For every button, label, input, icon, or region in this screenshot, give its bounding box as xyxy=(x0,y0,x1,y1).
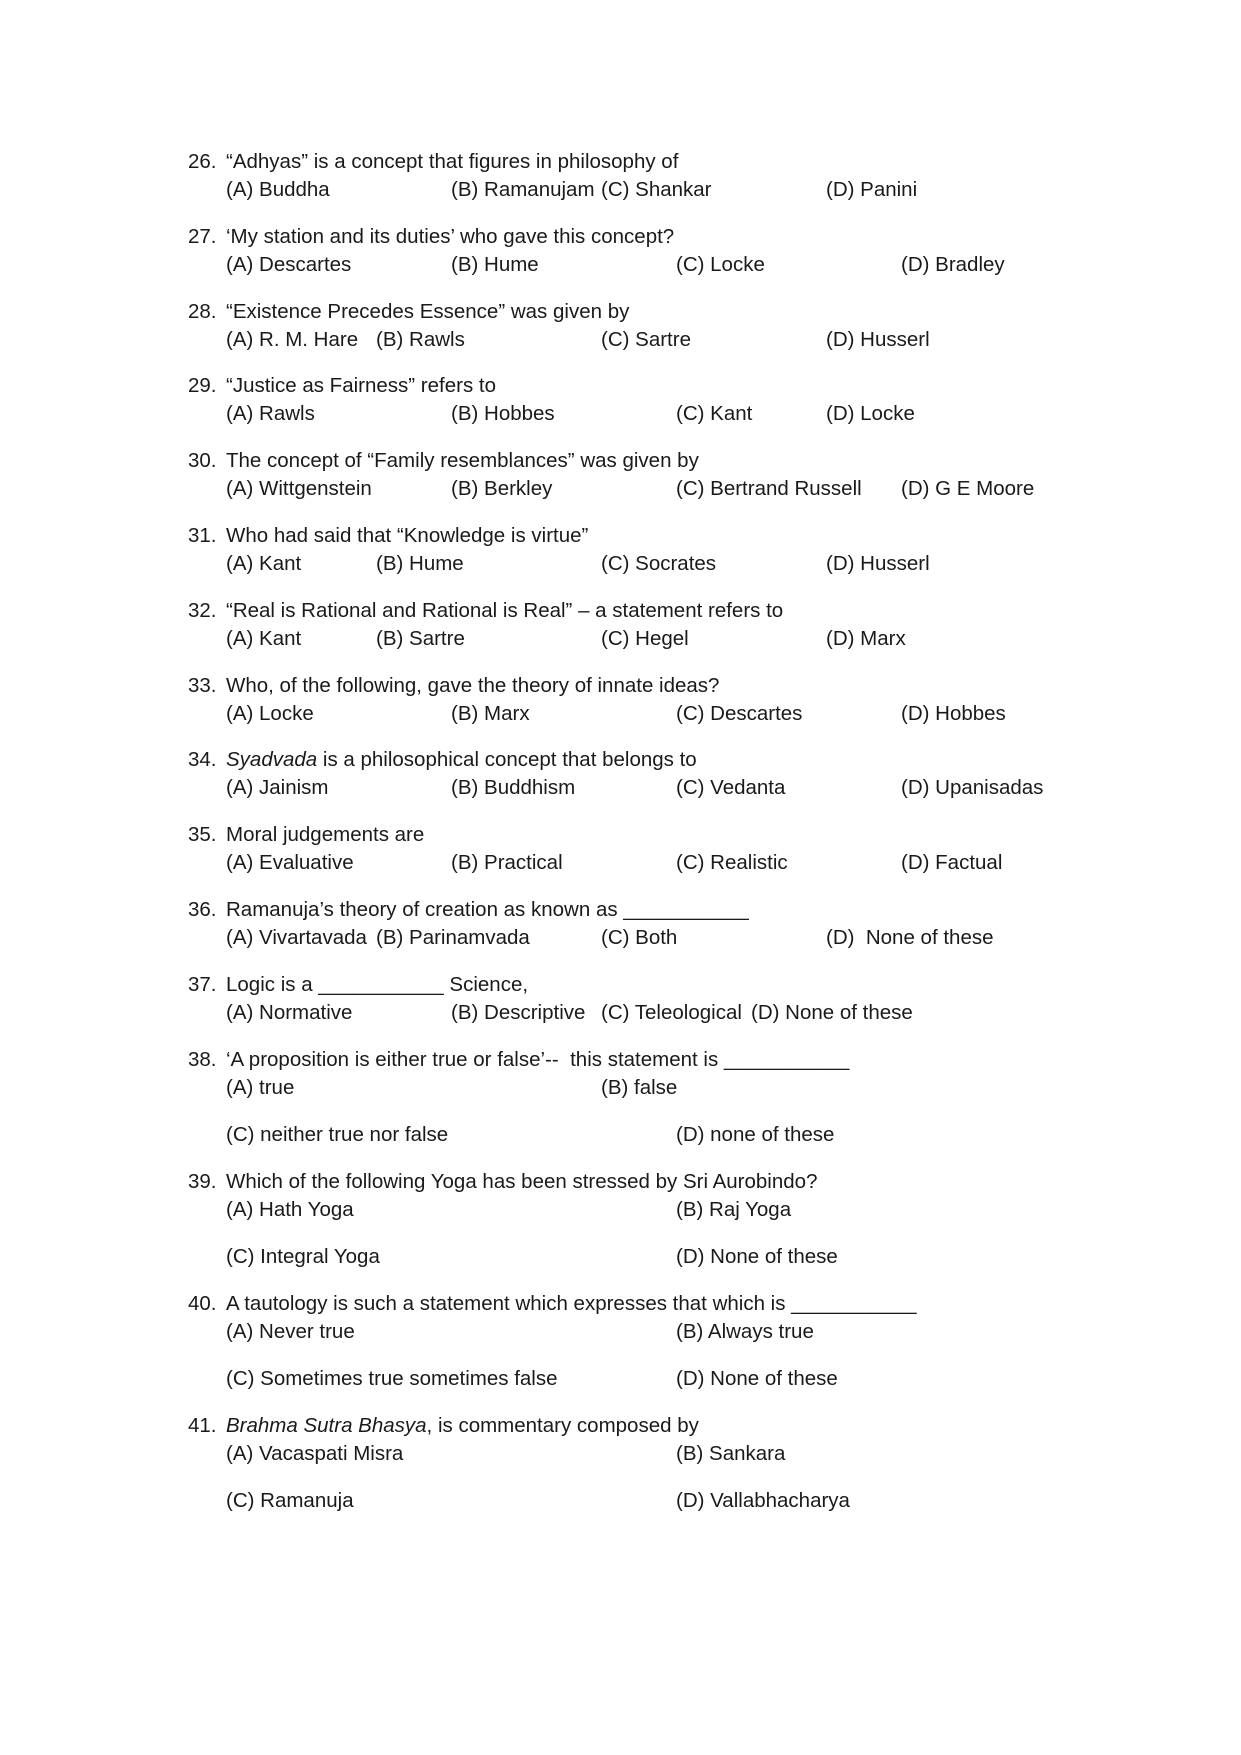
question-text-italic: Syadvada xyxy=(226,748,318,771)
question-text: ‘My station and its duties’ who gave this concept? xyxy=(226,225,675,248)
question-text-rest: , is commentary composed by xyxy=(426,1414,699,1437)
option-a: (A) Buddha xyxy=(226,178,330,201)
question-text: Which of the following Yoga has been stressed by Sri Aurobindo? xyxy=(226,1170,818,1193)
option-a: (A) Rawls xyxy=(226,402,315,425)
question-text: A tautology is such a statement which expresses that which is ___________ xyxy=(226,1292,917,1315)
option-b: (B) Marx xyxy=(451,702,530,725)
question-text: Logic is a ___________ Science, xyxy=(226,973,529,996)
question-number: 36. xyxy=(188,898,217,921)
option-d: (D) Husserl xyxy=(826,552,930,575)
question-number: 29. xyxy=(188,374,217,397)
question-number: 34. xyxy=(188,748,217,771)
option-a: (A) Locke xyxy=(226,702,314,725)
question-text: Who had said that “Knowledge is virtue” xyxy=(226,524,589,547)
question-text: Who, of the following, gave the theory of innate ideas? xyxy=(226,674,720,697)
option-c: (C) Hegel xyxy=(601,627,689,650)
option-b: (B) Raj Yoga xyxy=(676,1198,792,1221)
option-b: (B) Buddhism xyxy=(451,776,576,799)
question-text-rest: is a philosophical concept that belongs to xyxy=(317,748,697,771)
option-c: (C) neither true nor false xyxy=(226,1123,449,1146)
question-text: “Existence Precedes Essence” was given by xyxy=(226,300,630,323)
option-d: (D) Locke xyxy=(826,402,915,425)
option-c: (C) Vedanta xyxy=(676,776,786,799)
question-text xyxy=(226,746,697,774)
option-a: (A) true xyxy=(226,1076,295,1099)
option-b: (B) Sankara xyxy=(676,1442,786,1465)
option-a: (A) Hath Yoga xyxy=(226,1198,354,1221)
option-b: (B) Practical xyxy=(451,851,563,874)
option-b: (B) Ramanujam xyxy=(451,178,595,201)
option-d: (D) Hobbes xyxy=(901,702,1006,725)
question-text: Ramanuja’s theory of creation as known as ___________ xyxy=(226,898,749,921)
option-c: (C) Locke xyxy=(676,253,765,276)
option-b: (B) Always true xyxy=(676,1320,814,1343)
option-b: (B) Berkley xyxy=(451,477,553,500)
option-c: (C) Teleological xyxy=(601,1001,742,1024)
option-b: (B) false xyxy=(601,1076,678,1099)
question-number: 32. xyxy=(188,599,217,622)
option-a: (A) Descartes xyxy=(226,253,352,276)
question-number: 41. xyxy=(188,1414,217,1437)
question-text: ‘A proposition is either true or false’-- this statement is ___________ xyxy=(226,1048,850,1071)
option-a: (A) Kant xyxy=(226,552,302,575)
option-d: (D) Marx xyxy=(826,627,906,650)
option-a: (A) Jainism xyxy=(226,776,329,799)
question-number: 37. xyxy=(188,973,217,996)
option-c: (C) Integral Yoga xyxy=(226,1245,380,1268)
option-c: (C) Descartes xyxy=(676,702,803,725)
option-c: (C) Shankar xyxy=(601,178,712,201)
option-a: (A) Vacaspati Misra xyxy=(226,1442,404,1465)
option-a: (A) Never true xyxy=(226,1320,355,1343)
question-number: 30. xyxy=(188,449,217,472)
option-b: (B) Rawls xyxy=(376,328,465,351)
option-d: (D) Vallabhacharya xyxy=(676,1489,850,1512)
option-d: (D) None of these xyxy=(676,1367,838,1390)
option-a: (A) Kant xyxy=(226,627,302,650)
option-b: (B) Hume xyxy=(451,253,539,276)
question-text xyxy=(226,1412,699,1440)
question-text: “Justice as Fairness” refers to xyxy=(226,374,496,397)
question-number: 40. xyxy=(188,1292,217,1315)
option-d: (D) None of these xyxy=(751,1001,913,1024)
option-d: (D) Factual xyxy=(901,851,1003,874)
question-number: 38. xyxy=(188,1048,217,1071)
question-number: 33. xyxy=(188,674,217,697)
option-d: (D) Panini xyxy=(826,178,918,201)
option-c: (C) Kant xyxy=(676,402,753,425)
question-number: 31. xyxy=(188,524,217,547)
question-number: 26. xyxy=(188,150,217,173)
option-a: (A) R. M. Hare xyxy=(226,328,359,351)
option-c: (C) Realistic xyxy=(676,851,788,874)
option-b: (B) Sartre xyxy=(376,627,465,650)
option-c: (C) Ramanuja xyxy=(226,1489,354,1512)
question-text: “Real is Rational and Rational is Real” – a statement refers to xyxy=(226,599,784,622)
option-c: (C) Socrates xyxy=(601,552,717,575)
question-number: 28. xyxy=(188,300,217,323)
option-c: (C) Both xyxy=(601,926,678,949)
option-a: (A) Vivartavada xyxy=(226,926,367,949)
question-number: 27. xyxy=(188,225,217,248)
option-d: (D) None of these xyxy=(676,1245,838,1268)
question-number: 35. xyxy=(188,823,217,846)
question-text: “Adhyas” is a concept that figures in philosophy of xyxy=(226,150,679,173)
question-text: The concept of “Family resemblances” was given by xyxy=(226,449,699,472)
option-a: (A) Evaluative xyxy=(226,851,354,874)
option-b: (B) Parinamvada xyxy=(376,926,530,949)
question-number: 39. xyxy=(188,1170,217,1193)
option-d: (D) None of these xyxy=(826,926,994,949)
option-b: (B) Hobbes xyxy=(451,402,555,425)
option-b: (B) Hume xyxy=(376,552,464,575)
option-a: (A) Normative xyxy=(226,1001,353,1024)
option-d: (D) G E Moore xyxy=(901,477,1035,500)
option-d: (D) Husserl xyxy=(826,328,930,351)
option-d: (D) none of these xyxy=(676,1123,835,1146)
option-d: (D) Upanisadas xyxy=(901,776,1044,799)
option-d: (D) Bradley xyxy=(901,253,1005,276)
option-b: (B) Descriptive xyxy=(451,1001,586,1024)
option-a: (A) Wittgenstein xyxy=(226,477,372,500)
option-c: (C) Sometimes true sometimes false xyxy=(226,1367,558,1390)
option-c: (C) Sartre xyxy=(601,328,691,351)
question-text-italic: Brahma Sutra Bhasya xyxy=(226,1414,427,1437)
question-text: Moral judgements are xyxy=(226,823,425,846)
option-c: (C) Bertrand Russell xyxy=(676,477,862,500)
